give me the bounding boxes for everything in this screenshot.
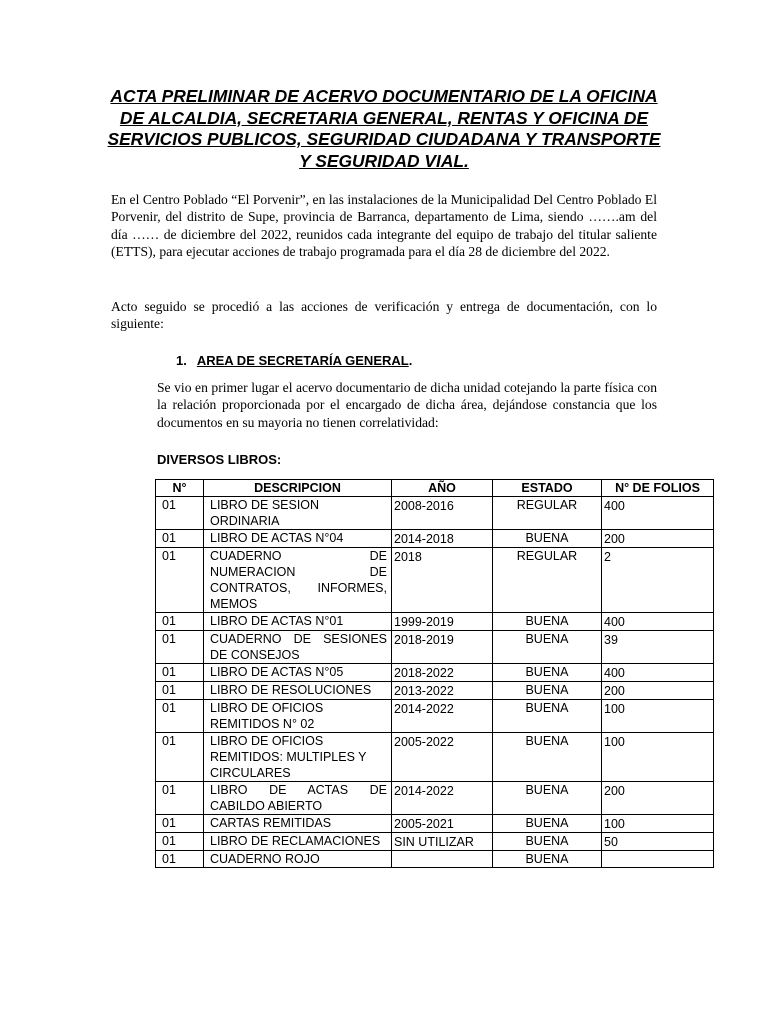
cell-status: BUENA [493,782,602,815]
table-row [156,664,714,682]
cell-folios: 400 [602,664,714,682]
cell-folios: 200 [602,782,714,815]
section-paragraph: Se vio en primer lugar el acervo documentario de dicha unidad cotejando la parte física con la relación proporcionada por el encargado de dicha área, dejándose constancia que los documentos en su mayoria no tienen correlatividad: [157,380,657,430]
cell-year: 2008-2016 [392,497,493,530]
cell-status: REGULAR [493,548,602,613]
document-title: ACTA PRELIMINAR DE ACERVO DOCUMENTARIO DE LA OFICINA DE ALCALDIA, SECRETARIA GENERAL, RENTAS Y OFICINA DE SERVICIOS PUBLICOS, SEGURIDAD CIUDADANA Y TRANSPORTE Y SEGURIDAD VIAL. [107,86,661,171]
cell-year: 2005-2022 [392,733,493,782]
cell-status: BUENA [493,733,602,782]
cell-description: LIBRO DE RESOLUCIONES [204,682,392,700]
cell-year: 2014-2022 [392,782,493,815]
cell-number: 01 [156,664,204,682]
cell-number: 01 [156,782,204,815]
cell-description: LIBRO DE OFICIOS REMITIDOS N° 02 [204,700,392,733]
cell-folios [602,851,714,868]
table-row [156,815,714,833]
cell-folios: 400 [602,497,714,530]
cell-status: BUENA [493,682,602,700]
cell-year: 2014-2022 [392,700,493,733]
cell-number: 01 [156,682,204,700]
cell-number: 01 [156,530,204,548]
cell-folios: 39 [602,631,714,664]
cell-number: 01 [156,700,204,733]
table-row [156,682,714,700]
cell-year [392,851,493,868]
table-header-row [156,480,714,497]
cell-year: 2013-2022 [392,682,493,700]
cell-year: 2005-2021 [392,815,493,833]
table-row [156,613,714,631]
table-row [156,733,714,782]
cell-status: BUENA [493,530,602,548]
cell-folios: 200 [602,682,714,700]
section-label: AREA DE SECRETARÍA GENERAL [196,353,409,368]
cell-number: 01 [156,815,204,833]
cell-description: CARTAS REMITIDAS [204,815,392,833]
table-row [156,631,714,664]
cell-number: 01 [156,833,204,851]
cell-description: LIBRO DE ACTAS N°01 [204,613,392,631]
table-row [156,548,714,613]
cell-folios: 100 [602,700,714,733]
books-subheading: DIVERSOS LIBROS: [157,452,282,467]
header-year: AÑO [392,480,493,497]
cell-year: 2018 [392,548,493,613]
cell-folios: 50 [602,833,714,851]
cell-folios: 200 [602,530,714,548]
cell-folios: 100 [602,815,714,833]
cell-status: BUENA [493,613,602,631]
cell-number: 01 [156,631,204,664]
header-status: ESTADO [493,480,602,497]
cell-status: REGULAR [493,497,602,530]
header-description: DESCRIPCION [204,480,392,497]
cell-description: LIBRO DE ACTAS N°05 [204,664,392,682]
table-row [156,497,714,530]
cell-year: 2018-2022 [392,664,493,682]
cell-year: 1999-2019 [392,613,493,631]
cell-status: BUENA [493,833,602,851]
intro-paragraph: En el Centro Poblado “El Porvenir”, en las instalaciones de la Municipalidad Del Centro Poblado El Porvenir, del distrito de Supe, provincia de Barranca, departamento de Lima, siendo …….am del día …… de diciembre del 2022, reunidos cada integrante del equipo de trabajo del titular saliente (ETTS), para ejecutar acciones de trabajo programada para el día 28 de diciembre del 2022. [111,192,657,260]
section-heading [176,353,412,368]
cell-number: 01 [156,733,204,782]
procedure-paragraph: Acto seguido se procedió a las acciones de verificación y entrega de documentación, con lo siguiente: [111,299,657,332]
cell-status: BUENA [493,631,602,664]
cell-status: BUENA [493,815,602,833]
cell-description: CUADERNO ROJO [204,851,392,868]
cell-description: LIBRO DE SESION ORDINARIA [204,497,392,530]
table-row [156,851,714,868]
cell-number: 01 [156,497,204,530]
cell-description: CUADERNO DE NUMERACION DE CONTRATOS, INFORMES, MEMOS [204,548,392,613]
cell-description: CUADERNO DE SESIONES DE CONSEJOS [204,631,392,664]
cell-folios: 2 [602,548,714,613]
cell-year: SIN UTILIZAR [392,833,493,851]
cell-description: LIBRO DE OFICIOS REMITIDOS: MULTIPLES Y CIRCULARES [204,733,392,782]
cell-status: BUENA [493,664,602,682]
section-number: 1. [176,353,187,368]
table-row [156,530,714,548]
header-number: N° [156,480,204,497]
books-table [155,479,714,868]
cell-description: LIBRO DE ACTAS DE CABILDO ABIERTO [204,782,392,815]
cell-status: BUENA [493,851,602,868]
cell-year: 2014-2018 [392,530,493,548]
table-row [156,782,714,815]
cell-number: 01 [156,548,204,613]
cell-year: 2018-2019 [392,631,493,664]
cell-folios: 100 [602,733,714,782]
cell-number: 01 [156,851,204,868]
table-row [156,700,714,733]
cell-description: LIBRO DE RECLAMACIONES [204,833,392,851]
header-folios: N° DE FOLIOS [602,480,714,497]
cell-status: BUENA [493,700,602,733]
cell-number: 01 [156,613,204,631]
cell-description: LIBRO DE ACTAS N°04 [204,530,392,548]
cell-folios: 400 [602,613,714,631]
section-suffix: . [408,353,413,368]
table-row [156,833,714,851]
